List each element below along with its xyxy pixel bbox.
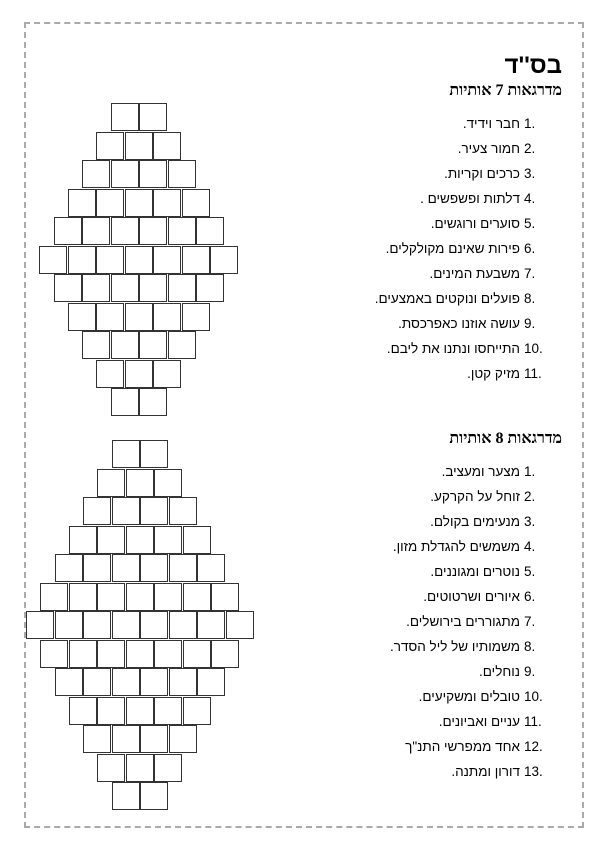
letter-cell[interactable] <box>55 611 83 639</box>
letter-cell[interactable] <box>140 554 168 582</box>
clue-item <box>390 734 562 759</box>
letter-cell[interactable] <box>97 697 125 725</box>
letter-cell[interactable] <box>83 554 111 582</box>
letter-cell[interactable] <box>96 303 124 331</box>
letter-cell[interactable] <box>140 440 168 468</box>
clue-number: 11. <box>524 714 542 729</box>
clue-item <box>390 484 562 509</box>
letter-cell[interactable] <box>96 132 124 160</box>
clue-item <box>390 609 562 634</box>
letter-cell[interactable] <box>97 469 125 497</box>
clue-item <box>375 336 562 361</box>
letter-cell[interactable] <box>169 668 197 696</box>
letter-cell[interactable] <box>182 189 210 217</box>
letter-cell[interactable] <box>154 583 182 611</box>
clue-item <box>390 459 562 484</box>
letter-cell[interactable] <box>126 697 154 725</box>
letter-cell[interactable] <box>55 668 83 696</box>
clue-text: עושה אוזנו כאפרכסת. <box>398 316 520 331</box>
letter-cell[interactable] <box>111 217 139 245</box>
section-8-heading: מדרגאות 8 אותיות <box>449 430 562 447</box>
clue-number: 12. <box>524 739 543 754</box>
clue-item <box>390 684 562 709</box>
letter-cell[interactable] <box>153 189 181 217</box>
letter-cell[interactable] <box>83 497 111 525</box>
letter-cell[interactable] <box>139 388 167 416</box>
clue-number: 2. <box>524 489 536 504</box>
letter-cell[interactable] <box>55 554 83 582</box>
letter-cell[interactable] <box>54 217 82 245</box>
letter-cell[interactable] <box>97 526 125 554</box>
letter-cell[interactable] <box>112 668 140 696</box>
letter-cell[interactable] <box>140 668 168 696</box>
letter-cell[interactable] <box>197 554 225 582</box>
clue-text: דורון ומתנה. <box>451 764 520 779</box>
clue-number: 1. <box>524 464 536 479</box>
letter-cell[interactable] <box>125 132 153 160</box>
clue-text: מזיק קטן. <box>467 366 520 381</box>
letter-cell[interactable] <box>169 497 197 525</box>
clue-number: 7. <box>524 266 536 281</box>
letter-cell[interactable] <box>26 611 54 639</box>
clue-item <box>390 759 562 784</box>
clue-item <box>375 361 562 386</box>
letter-cell[interactable] <box>112 440 140 468</box>
letter-cell[interactable] <box>211 583 239 611</box>
letter-cell[interactable] <box>83 611 111 639</box>
letter-cell[interactable] <box>140 611 168 639</box>
clue-number: 9. <box>524 664 536 679</box>
clue-number: 13. <box>524 764 543 779</box>
clue-number: 6. <box>524 241 536 256</box>
letter-cell[interactable] <box>125 246 153 274</box>
letter-cell[interactable] <box>154 640 182 668</box>
letter-cell[interactable] <box>169 611 197 639</box>
letter-cell[interactable] <box>168 160 196 188</box>
letter-cell[interactable] <box>197 668 225 696</box>
letter-cell[interactable] <box>125 360 153 388</box>
clue-text: התייחסו ונתנו את ליבם. <box>386 341 520 356</box>
letter-cell[interactable] <box>112 554 140 582</box>
letter-cell[interactable] <box>82 217 110 245</box>
clue-number: 1. <box>524 116 536 131</box>
clue-text: זוחל על הקרקע. <box>430 489 520 504</box>
page-title: בס''ד <box>504 52 562 79</box>
clue-number: 10. <box>524 689 543 704</box>
clue-text: משמותיו של ליל הסדר. <box>389 639 520 654</box>
letter-cell[interactable] <box>126 469 154 497</box>
letter-cell[interactable] <box>82 331 110 359</box>
clue-number: 4. <box>524 539 536 554</box>
clue-number: 2. <box>524 141 536 156</box>
clue-item <box>390 709 562 734</box>
letter-cell[interactable] <box>139 103 167 131</box>
section-8-clues <box>390 459 562 784</box>
clue-item <box>375 111 562 136</box>
letter-cell[interactable] <box>40 583 68 611</box>
clue-number: 3. <box>524 514 536 529</box>
section-7-clues <box>375 111 562 386</box>
clue-text: חבר וידיד. <box>462 116 520 131</box>
clue-number: 6. <box>524 589 536 604</box>
letter-cell[interactable] <box>39 246 67 274</box>
letter-cell[interactable] <box>97 754 125 782</box>
letter-cell[interactable] <box>97 640 125 668</box>
letter-cell[interactable] <box>183 583 211 611</box>
clue-text: נוחלים. <box>479 664 520 679</box>
letter-cell[interactable] <box>69 640 97 668</box>
letter-cell[interactable] <box>111 331 139 359</box>
clue-item <box>390 634 562 659</box>
letter-cell[interactable] <box>111 103 139 131</box>
clue-number: 5. <box>524 564 536 579</box>
clue-number: 3. <box>524 166 536 181</box>
letter-cell[interactable] <box>139 331 167 359</box>
letter-cell[interactable] <box>140 725 168 753</box>
clue-item <box>390 534 562 559</box>
clue-text: אחד ממפרשי התנ"ך <box>405 739 520 754</box>
letter-cell[interactable] <box>211 640 239 668</box>
clue-number: 7. <box>524 614 536 629</box>
clue-item <box>375 286 562 311</box>
clue-number: 4. <box>524 191 536 206</box>
letter-cell[interactable] <box>68 189 96 217</box>
clue-text: טובלים ומשקיעים. <box>418 689 520 704</box>
clue-text: סוערים ורוגשים. <box>430 216 520 231</box>
letter-cell[interactable] <box>126 526 154 554</box>
letter-cell[interactable] <box>126 583 154 611</box>
clue-number: 9. <box>524 316 536 331</box>
letter-cell[interactable] <box>154 754 182 782</box>
letter-cell[interactable] <box>153 132 181 160</box>
letter-cell[interactable] <box>226 611 254 639</box>
clue-text: משבעת המינים. <box>429 266 520 281</box>
letter-cell[interactable] <box>139 274 167 302</box>
clue-item <box>390 659 562 684</box>
clue-number: 5. <box>524 216 536 231</box>
clue-text: כרכים וקריות. <box>444 166 520 181</box>
letter-cell[interactable] <box>112 497 140 525</box>
letter-cell[interactable] <box>68 303 96 331</box>
clue-item <box>375 161 562 186</box>
clue-number: 8. <box>524 639 536 654</box>
clue-text: מתגוררים בירושלים. <box>406 614 520 629</box>
letter-cell[interactable] <box>140 497 168 525</box>
letter-cell[interactable] <box>183 697 211 725</box>
clue-item <box>375 211 562 236</box>
letter-cell[interactable] <box>183 640 211 668</box>
clue-item <box>375 311 562 336</box>
clue-text: איורים ושרטוטים. <box>423 589 520 604</box>
letter-cell[interactable] <box>54 274 82 302</box>
letter-cell[interactable] <box>96 189 124 217</box>
letter-cell[interactable] <box>139 217 167 245</box>
letter-cell[interactable] <box>140 782 168 810</box>
clue-item <box>375 186 562 211</box>
letter-cell[interactable] <box>182 303 210 331</box>
clue-text: פועלים ונוקטים באמצעים. <box>374 291 520 306</box>
clue-number: 10. <box>524 341 543 356</box>
letter-cell[interactable] <box>154 697 182 725</box>
letter-cell[interactable] <box>196 274 224 302</box>
clue-item <box>375 261 562 286</box>
letter-cell[interactable] <box>169 725 197 753</box>
clue-item <box>390 584 562 609</box>
section-7-heading: מדרגאות 7 אותיות <box>449 82 562 99</box>
clue-text: חמור צעיר. <box>457 141 520 156</box>
clue-item <box>390 509 562 534</box>
letter-cell[interactable] <box>125 303 153 331</box>
letter-cell[interactable] <box>153 303 181 331</box>
letter-cell[interactable] <box>112 782 140 810</box>
letter-cell[interactable] <box>83 725 111 753</box>
letter-cell[interactable] <box>69 583 97 611</box>
clue-text: מנעימים בקולם. <box>430 514 520 529</box>
clue-text: דלתות ופשפשים . <box>420 191 520 206</box>
clue-item <box>375 136 562 161</box>
letter-cell[interactable] <box>82 160 110 188</box>
letter-cell[interactable] <box>183 526 211 554</box>
letter-cell[interactable] <box>69 697 97 725</box>
letter-cell[interactable] <box>168 274 196 302</box>
letter-cell[interactable] <box>139 160 167 188</box>
letter-cell[interactable] <box>96 360 124 388</box>
letter-cell[interactable] <box>111 160 139 188</box>
clue-text: פירות שאינם מקולקלים. <box>385 241 520 256</box>
letter-cell[interactable] <box>126 754 154 782</box>
clue-item <box>390 559 562 584</box>
clue-item <box>375 236 562 261</box>
letter-cell[interactable] <box>96 246 124 274</box>
letter-cell[interactable] <box>40 640 68 668</box>
letter-cell[interactable] <box>112 611 140 639</box>
letter-cell[interactable] <box>112 725 140 753</box>
clue-number: 8. <box>524 291 536 306</box>
letter-cell[interactable] <box>68 246 96 274</box>
letter-cell[interactable] <box>153 246 181 274</box>
letter-cell[interactable] <box>97 583 125 611</box>
letter-cell[interactable] <box>69 526 97 554</box>
clue-text: נוטרים ומגוננים. <box>430 564 520 579</box>
letter-cell[interactable] <box>125 189 153 217</box>
letter-cell[interactable] <box>82 274 110 302</box>
letter-cell[interactable] <box>154 469 182 497</box>
letter-cell[interactable] <box>196 217 224 245</box>
letter-cell[interactable] <box>154 526 182 554</box>
letter-cell[interactable] <box>197 611 225 639</box>
letter-cell[interactable] <box>169 554 197 582</box>
letter-cell[interactable] <box>111 388 139 416</box>
clue-text: מצער ומעציב. <box>441 464 520 479</box>
letter-cell[interactable] <box>182 246 210 274</box>
letter-cell[interactable] <box>126 640 154 668</box>
letter-cell[interactable] <box>153 360 181 388</box>
letter-cell[interactable] <box>210 246 238 274</box>
letter-cell[interactable] <box>168 331 196 359</box>
letter-cell[interactable] <box>168 217 196 245</box>
clue-text: עניים ואביונים. <box>438 714 520 729</box>
clue-text: משמשים להגדלת מזון. <box>392 539 520 554</box>
letter-cell[interactable] <box>111 274 139 302</box>
clue-number: 11. <box>524 366 542 381</box>
letter-cell[interactable] <box>83 668 111 696</box>
